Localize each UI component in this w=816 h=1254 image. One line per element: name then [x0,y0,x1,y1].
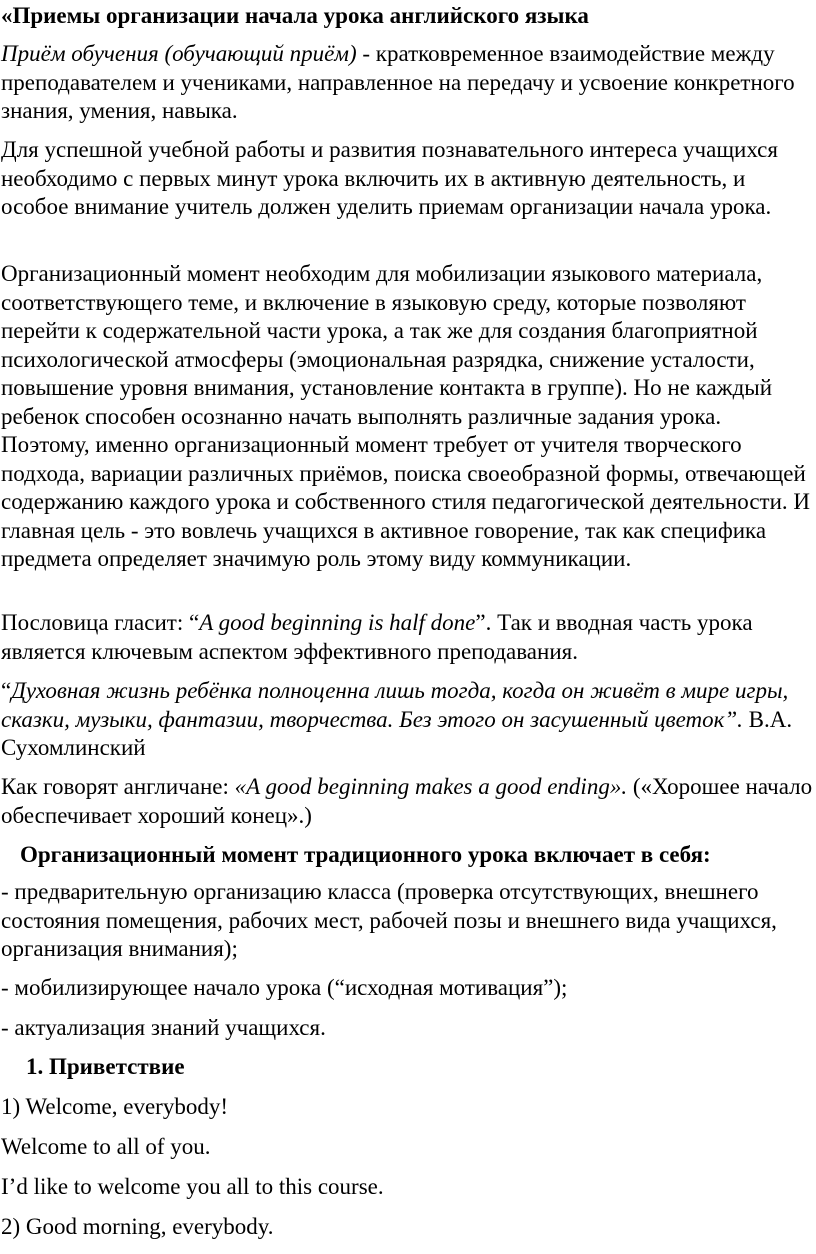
english-saying-text: «A good beginning makes a good ending». [234,774,628,799]
section-heading-greeting: 1. Приветствие [26,1054,185,1079]
section-heading-traditional-lesson: Организационный момент традиционного урока включает в себя: [20,842,711,867]
proverb-prefix: Пословица гласит: “ [1,610,200,635]
definition-term: Приём обучения (обучающий приём) [1,41,357,66]
greeting-line-2: Welcome to all of you. [1,1134,211,1159]
english-saying-prefix: Как говорят англичане: [1,774,235,799]
quote-paragraph [1,677,815,763]
list-item-2: - мобилизирующее начало урока (“исходная мотивация”); [1,975,568,1000]
greeting-line-1: 1) Welcome, everybody! [1,1094,229,1119]
quote-open-mark: “ [1,678,12,703]
quote-author: В.А. Сухомлинский [1,706,793,760]
list-item-1: - предварительную организацию класса (проверка отсутствующих, внешнего состояния помещения, рабочих мест, рабочей позы и внешнего вида учащихся, организация внимания); [1,879,777,961]
quote-text: Духовная жизнь ребёнка полноценна лишь тогда, когда он живёт в мире игры, сказки, музыки, фантазии, творчества. Без этого он засушенный цветок”. [1,678,789,732]
proverb-suffix: ”. Так и вводная часть урока является ключевым аспектом эффективного преподавания. [1,610,753,664]
document-title: «Приемы организации начала урока английского языка [1,3,589,28]
paragraph-intro: Для успешной учебной работы и развития познавательного интереса учащихся необходимо с первых минут урока включить их в активную деятельность, и особое внимание учитель должен уделить приемам организации начала урока. [1,137,778,219]
proverb-text: A good beginning is half done [199,610,476,635]
english-saying-translation: («Хорошее начало обеспечивает хороший конец».) [1,774,813,828]
definition-text: - кратковременное взаимодействие между преподавателем и учениками, направленное на передачу и усвоение конкретного знания, умения, навыка. [1,41,795,123]
list-item-3: - актуализация знаний учащихся. [1,1015,326,1040]
greeting-line-3: I’d like to welcome you all to this course. [1,1174,384,1199]
english-saying-paragraph [1,773,815,830]
greeting-line-4: 2) Good morning, everybody. [1,1214,274,1239]
definition-paragraph [1,40,815,126]
paragraph-organizational-moment: Организационный момент необходим для мобилизации языкового материала, соответствующего теме, и включение в языковую среду, которые позволяют перейти к содержательной части урока, а так же для создания благоприятной психологической атмосферы (эмоциональная разрядка, снижение усталости, повышение уровня внимания, установление контакта в группе). Но не каждый ребенок способен осознанно начать выполнять различные задания урока. Поэтому, именно организационный момент требует от учителя творческого подхода, вариации различных приёмов, поиска своеобразной формы, отвечающей содержанию каждого урока и собственного стиля педагогической деятельности. И главная цель - это вовлечь учащихся в активное говорение, так как специфика предмета определяет значимую роль этому виду коммуникации. [1,261,811,571]
proverb-paragraph [1,609,815,666]
